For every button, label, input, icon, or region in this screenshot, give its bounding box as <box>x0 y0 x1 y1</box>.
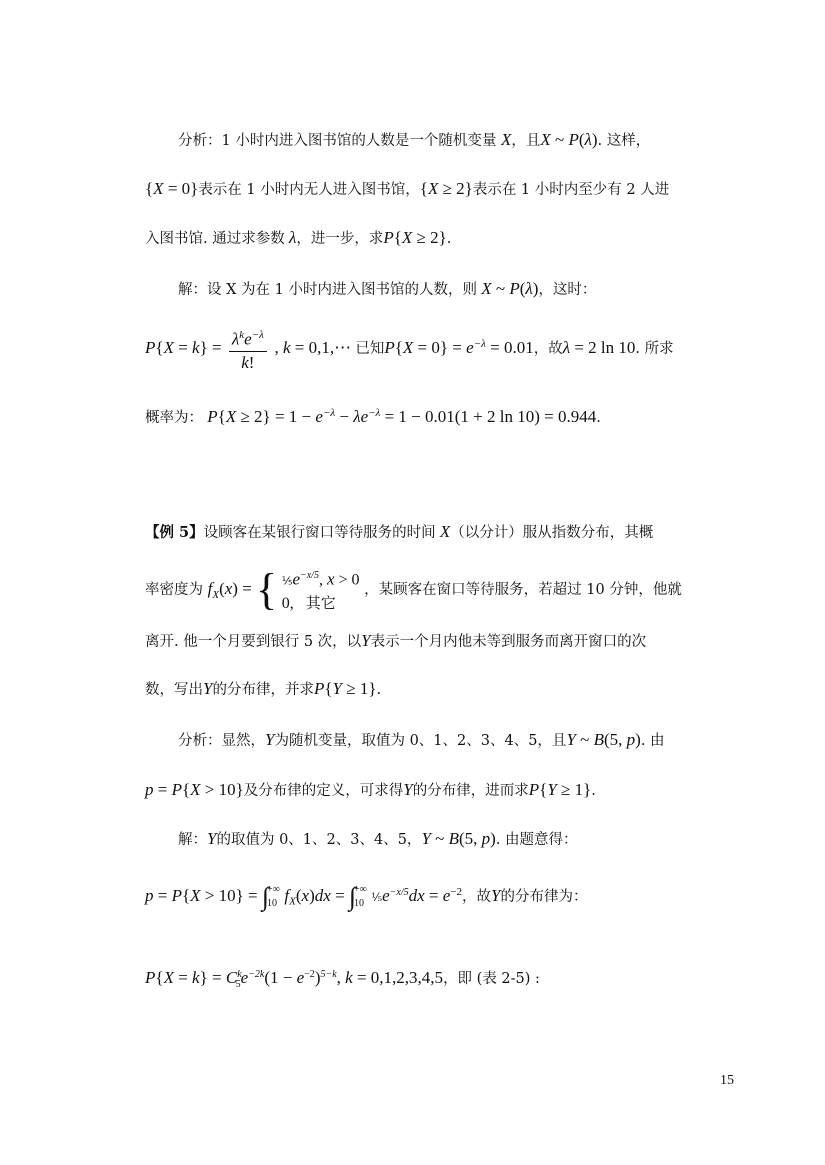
solution-label: 解： <box>178 282 207 298</box>
page-number: 15 <box>720 1073 734 1088</box>
solution1-line3: 概率为： $P\{X \ge 2\} = 1 - e^{-\lambda} - \lambda e^{-\lambda} = 1 - 0.01(1 + 2$ ln 10) = 0.944. <box>145 406 601 426</box>
analysis1-line1: 分析：1 小时内进入图书馆的人数是一个随机变量 X，且X ~ P(λ). 这样， <box>178 130 651 149</box>
example5-line1: 【例 5】设顾客在某银行窗口等待服务的时间 X（以分计）服从指数分布，其概 <box>145 522 654 541</box>
solution2-line2: p = P{X > 10} = ∫ +∞ 10 $f_X(x)dx$ = ∫ +∞ 10 $\frac{1}{5}e^{-x/5}dx = e^{-2}$，故Y的分布律为： <box>145 881 588 911</box>
solution1-line2: P{X = k} = $\frac{\lambda^ke^{-\lambda}}{k!}$ , k = 0,1,⋯ 已知$P\{X = 0\} = e^{-\lambda} = 0.01$，故λ = 2 ln 10. 所求 <box>145 322 674 374</box>
solution2-line3: $P\{X = k\} = C^k_5e^{-2k}(1 - e^{-2})^{5-k}$, k = 0,1,2,3,4,5，即 (表 2-5) : <box>145 967 540 990</box>
solution2-line1: 解：Y的取值为 0、1、2、3、4、5，Y ~ B(5, p). 由题意得： <box>178 829 578 848</box>
example5-line2: 率密度为 $f_X(x)$ = { $\frac{1}{5}e^{-x/5}$, x > 0 0, 其它 ，某顾客在窗口等待服务，若超过 10 分钟，他就 <box>145 565 682 615</box>
analysis1-line2: {X = 0}表示在 1 小时内无人进入图书馆，{X ≥ 2}表示在 1 小时内至少有 2 人进 <box>145 179 670 198</box>
example5-line3: 离开. 他一个月要到银行 5 次，以Y表示一个月内他未等到服务而离开窗口的次 <box>145 631 647 650</box>
analysis2-line2: p = P{X > 10}及分布律的定义，可求得Y的分布律，进而求P{Y ≥ 1}. <box>145 780 596 799</box>
example5-line4: 数，写出Y的分布律，并求P{Y ≥ 1}. <box>145 679 382 698</box>
solution1-line1: 解：设 X 为在 1 小时内进入图书馆的人数，则 X ~ P(λ)，这时： <box>178 279 597 298</box>
example-tag: 【例 5】 <box>145 524 204 541</box>
analysis1-line3: 入图书馆. 通过求参数 λ，进一步，求P{X ≥ 2}. <box>145 228 452 247</box>
poisson-fraction: $\frac{\lambda^ke^{-\lambda}}{k!}$ <box>229 324 267 374</box>
analysis-label: 分析： <box>178 133 222 149</box>
analysis2-line1: 分析：显然，Y为随机变量，取值为 0、1、2、3、4、5，且Y ~ B(5, p). 由 <box>178 730 665 749</box>
piecewise-density: { $\frac{1}{5}e^{-x/5}$, x > 0 0, 其它 <box>256 565 360 615</box>
